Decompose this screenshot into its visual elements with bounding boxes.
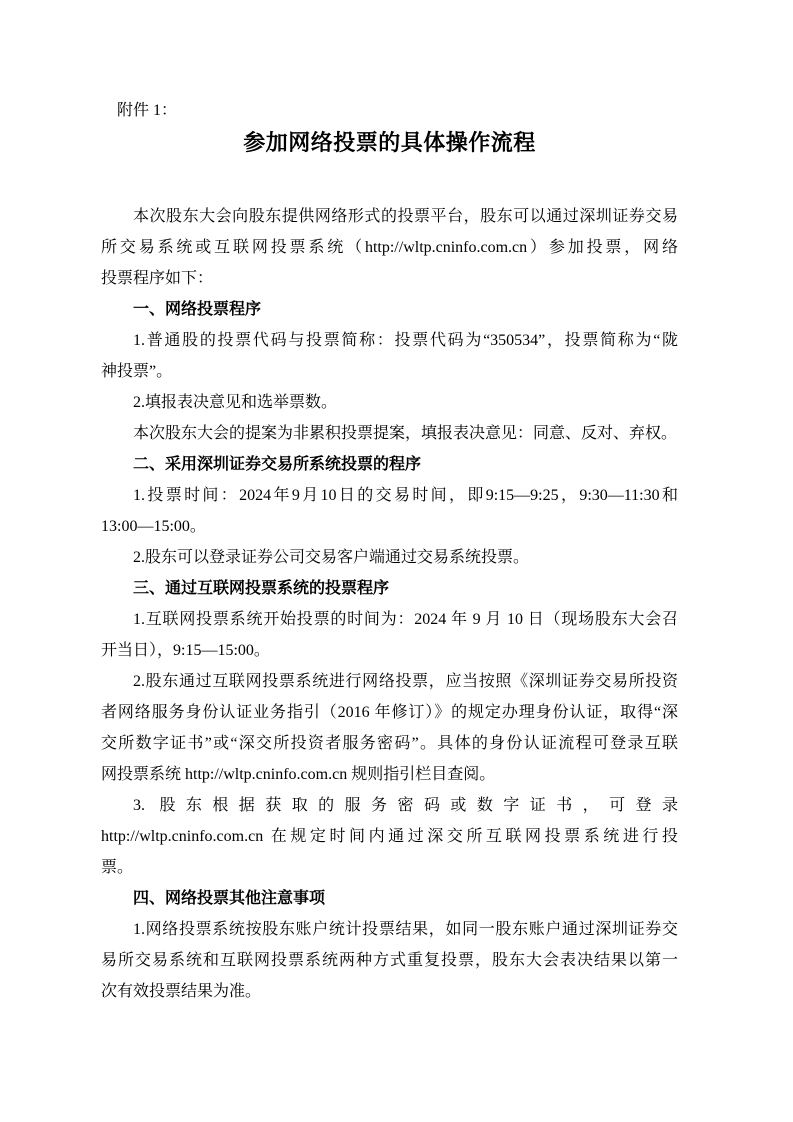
text-line: 次有效投票结果为准。	[101, 983, 262, 1000]
text-line: 交所数字证书”或“深交所投资者服务密码”。具体的身份认证流程可登录互联	[101, 735, 678, 752]
text-line: 1.网络投票系统按股东账户统计投票结果，如同一股东账户通过深圳证券交	[133, 921, 678, 938]
section-heading: 四、网络投票其他注意事项	[133, 890, 326, 907]
text-line: 1.互联网投票系统开始投票的时间为：2024 年 9 月 10 日（现场股东大会召	[133, 611, 678, 628]
attachment-label: 附件 1：	[117, 102, 178, 119]
text-line: 1.普通股的投票代码与投票简称：投票代码为“350534”，投票简称为“陇	[133, 332, 678, 349]
text-line: http://wltp.cninfo.com.cn 在规定时间内通过深交所互联网投票系统进行投	[101, 828, 678, 845]
document-body	[101, 201, 678, 1007]
text-line: 投票程序如下：	[101, 270, 214, 287]
text-line: 2.填报表决意见和选举票数。	[133, 394, 338, 411]
text-line: 3. 股东根据获取的服务密码或数字证书，可登录	[133, 797, 678, 814]
text-line: 2.股东可以登录证券公司交易客户端通过交易系统投票。	[133, 549, 530, 566]
text-line: 票。	[101, 859, 134, 876]
text-line: 网投票系统 http://wltp.cninfo.com.cn 规则指引栏目查阅。	[101, 766, 496, 783]
text-line: 本次股东大会的提案为非累积投票提案，填报表决意见：同意、反对、弃权。	[133, 425, 678, 442]
text-line: 13:00—15:00。	[101, 518, 206, 535]
text-line: 本次股东大会向股东提供网络形式的投票平台，股东可以通过深圳证券交易	[133, 208, 678, 225]
text-line: 开当日），9:15—15:00。	[101, 642, 270, 659]
document-content	[101, 0, 678, 1007]
text-line: 所交易系统或互联网投票系统（http://wltp.cninfo.com.cn）参加投票，网络	[101, 239, 678, 256]
text-line: 易所交易系统和互联网投票系统两种方式重复投票，股东大会表决结果以第一	[101, 952, 678, 969]
text-line: 1.投票时间：2024年9月10日的交易时间，即9:15—9:25，9:30—11:30和	[133, 487, 678, 504]
section-heading: 一、网络投票程序	[133, 301, 262, 318]
section-heading: 三、通过互联网投票系统的投票程序	[133, 580, 390, 597]
section-heading: 二、采用深圳证券交易所系统投票的程序	[133, 456, 422, 473]
text-line: 者网络服务身份认证业务指引（2016 年修订）》的规定办理身份认证，取得“深	[101, 704, 678, 721]
document-title: 参加网络投票的具体操作流程	[243, 130, 536, 155]
text-line: 神投票”。	[101, 363, 173, 380]
text-line: 2.股东通过互联网投票系统进行网络投票，应当按照《深圳证券交易所投资	[133, 673, 678, 690]
